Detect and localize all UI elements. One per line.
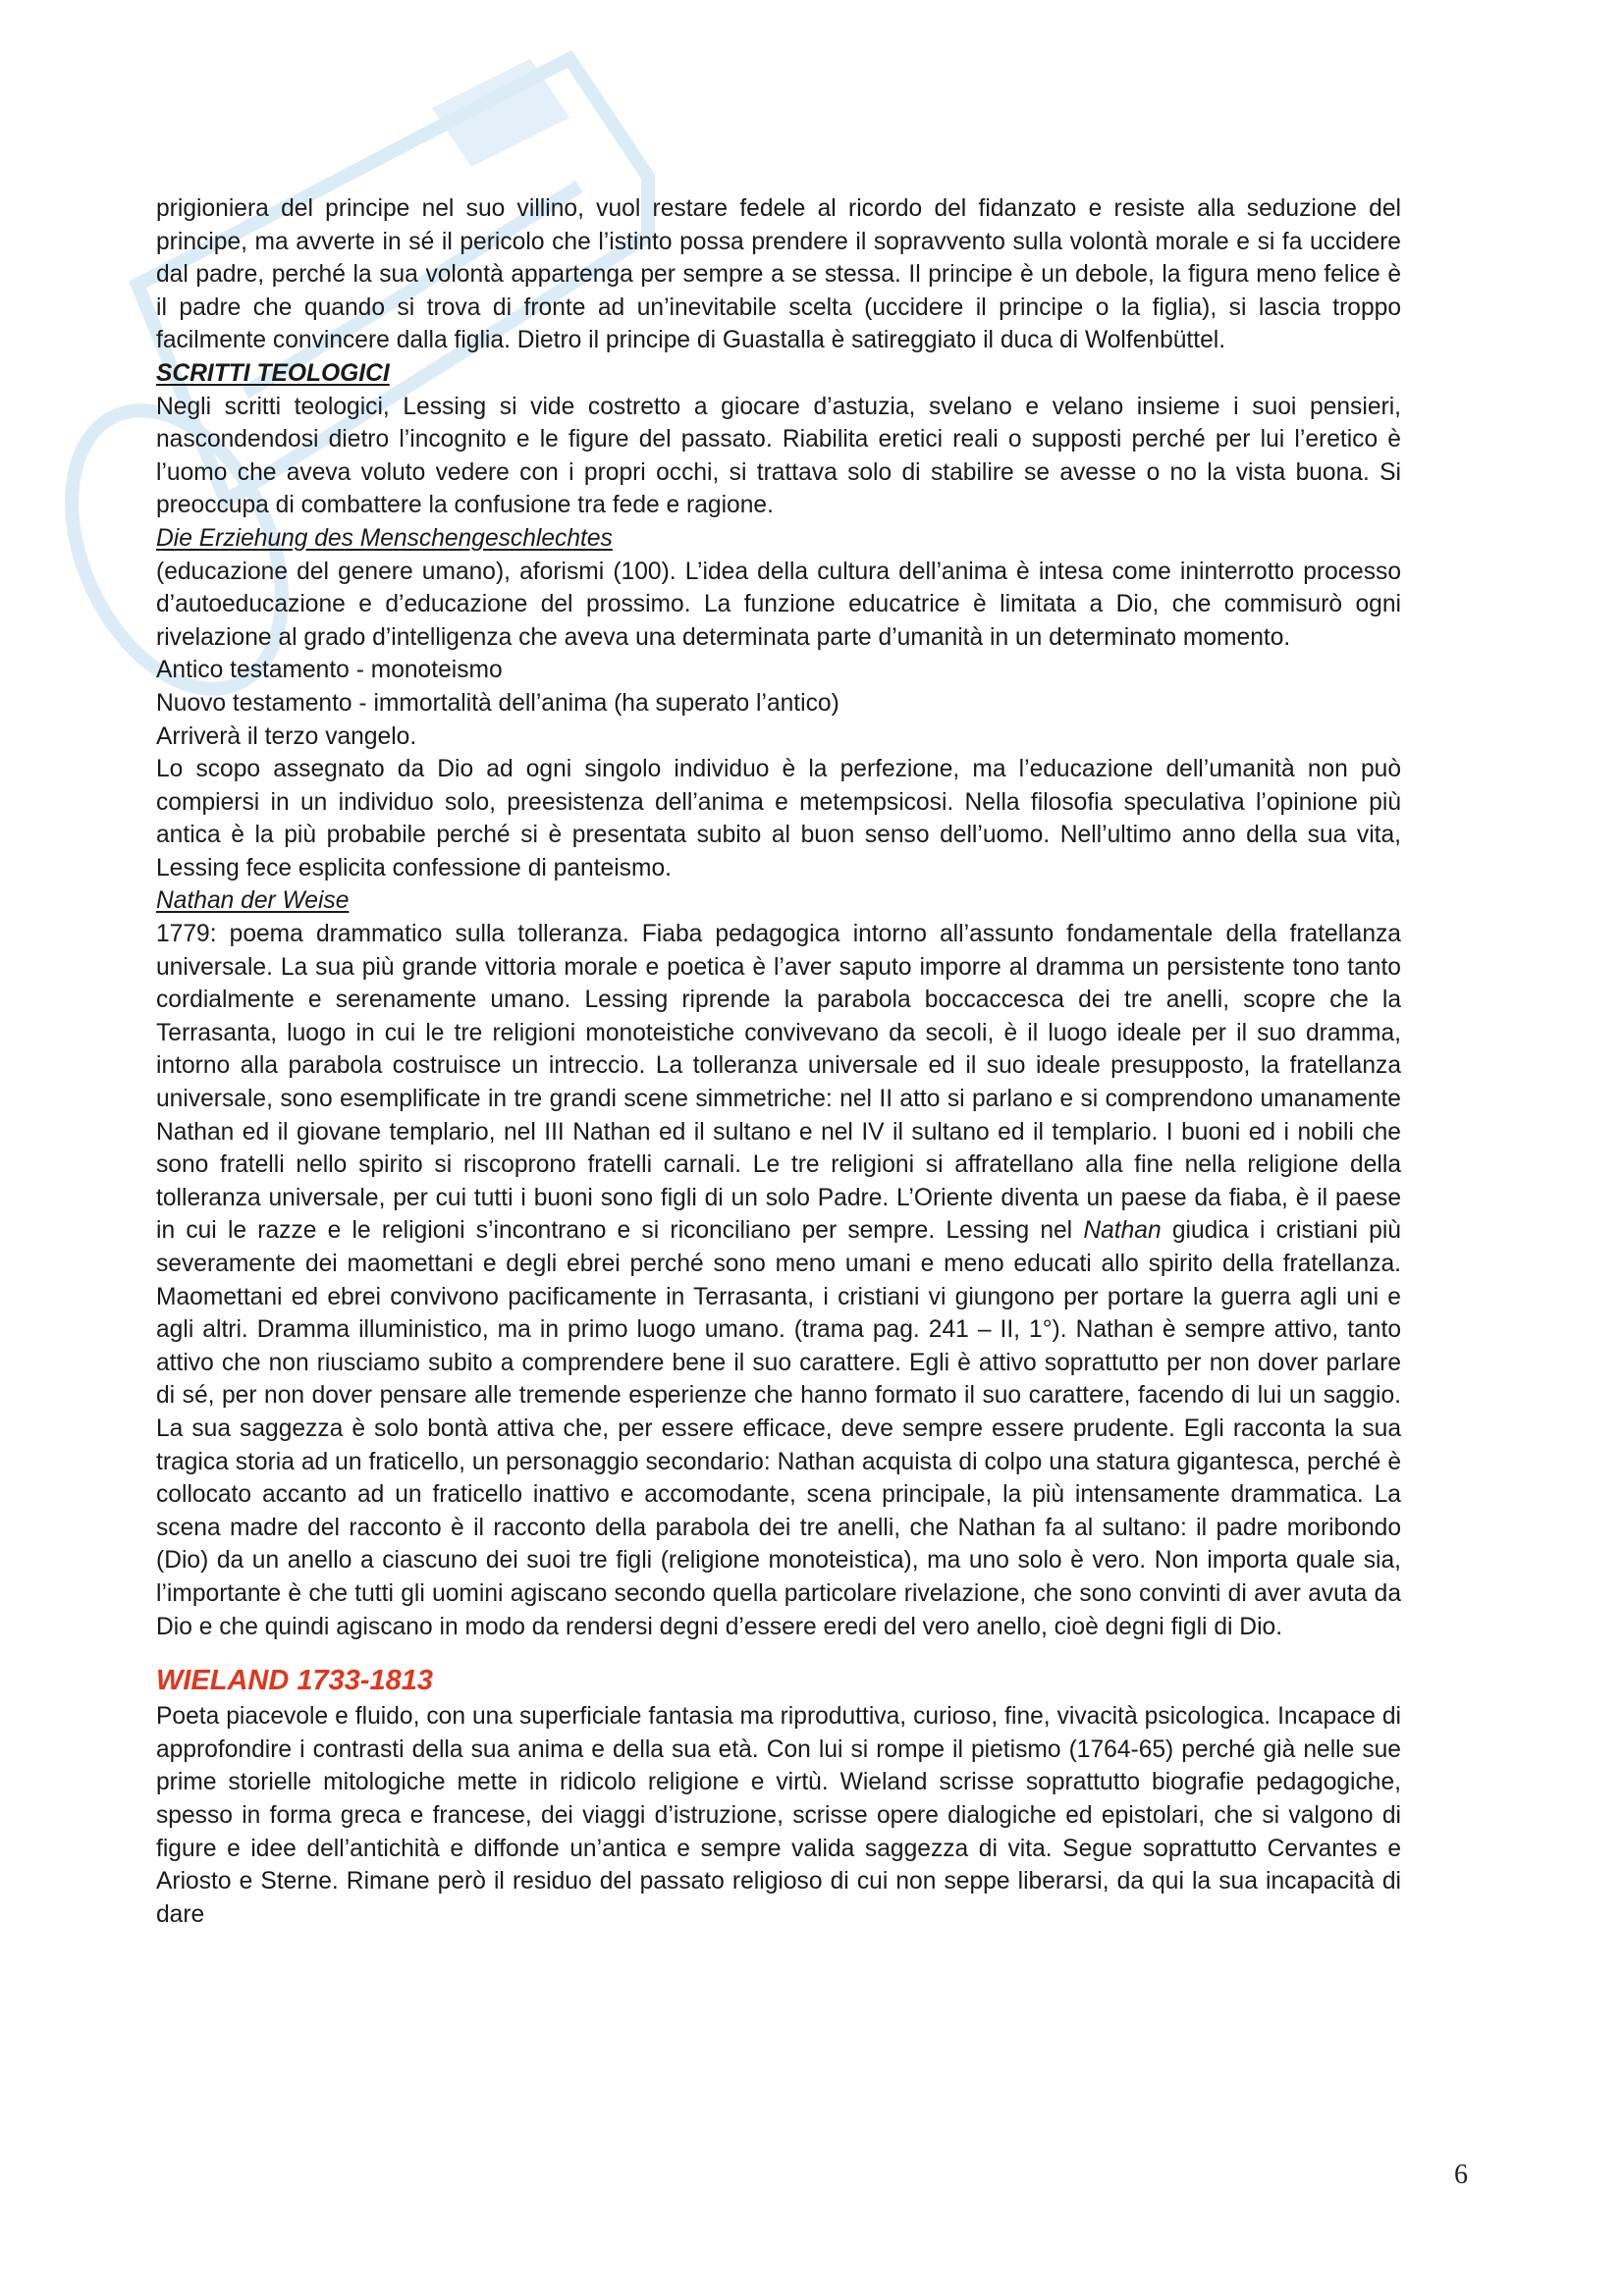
paragraph-nathan-part-a: 1779: poema drammatico sulla tolleranza. Fiaba pedagogica intorno all’assunto fondamentale della fratellanza universale. La sua più grande vittoria morale e poetica è l’aver saputo imporre al dramma un persistente tono tanto cordialmente e serenamente umano. Lessing riprende la parabola boccaccesca dei tre anelli, scopre che la Terrasanta, luogo in cui le tre religioni monoteistiche convivevano da secoli, è il luogo ideale per il suo dramma, intorno alla parabola costruisce un intreccio. La tolleranza universale ed il suo ideale presupposto, la fratellanza universale, sono esemplificate in tre grandi scene simmetriche: nel II atto si parlano e si comprendono umanamente Nathan ed il giovane templario, nel III Nathan ed il sultano e nel IV il sultano ed il templario. I buoni ed i nobili che sono fratelli nello spirito si riscoprono fratelli carnali. Le tre religioni si affratellano alla fine nella religione della tolleranza universale, per cui tutti i buoni sono figli di un solo Padre. L’Oriente diventa un paese da fiaba, è il paese in cui le razze e le religioni s’incontrano e si riconciliano per sempre. Lessing nel [156, 921, 1401, 1245]
section-heading-wieland: WIELAND 1733-1813 [156, 1665, 434, 1697]
paragraph-nathan [156, 918, 1401, 1643]
paragraph-scritti-teologici: Negli scritti teologici, Lessing si vide costretto a giocare d’astuzia, svelano e velano insieme i suoi pensieri, nascondendosi dietro l’incognito e le figure del passato. Riabilita eretici reali o supposti perché per lui l’eretico è l’uomo che aveva voluto vedere con i propri occhi, si trattava solo di stabilire se avesse o no la vista buona. Si preoccupa di combattere la confusione tra fede e ragione. [156, 393, 1401, 519]
paragraph-scopo: Lo scopo assegnato da Dio ad ogni singolo individuo è la perfezione, ma l’educazione dell’umanità non può compiersi in un individuo solo, preesistenza dell’anima e metempsicosi. Nella filosofia speculativa l’opinione più antica è la più probabile perché si è presentata subito al buon senso dell’uomo. Nell’ultimo anno della sua vita, Lessing fece esplicita confessione di panteismo. [156, 756, 1401, 881]
line-nuovo-testamento: Nuovo testamento - immortalità dell’anima (ha superato l’antico) [156, 689, 839, 717]
paragraph-erziehung: (educazione del genere umano), aforismi (100). L’idea della cultura dell’anima è intesa come ininterrotto processo d’autoeducazione e d’educazione del prossimo. La funzione educatrice è limitata a Dio, che commisurò ogni rivelazione al grado d’intelligenza che aveva una determinata parte d’umanità in un determinato momento. [156, 558, 1401, 651]
paragraph-wieland: Poeta piacevole e fluido, con una superficiale fantasia ma riproduttiva, curioso, fine, vivacità psicologica. Incapace di approfondire i contrasti della sua anima e della sua età. Con lui si rompe il pietismo (1764-65) perché già nelle sue prime storielle mitologiche mette in ridicolo religione e virtù. Wieland scrisse soprattutto biografie pedagogiche, spesso in forma greca e francese, dei viaggi d’istruzione, scrisse opere dialogiche ed epistolari, che si valgono di figure e idee dell’antichità e diffonde un’antica e sempre valida saggezza di vita. Segue soprattutto Cervantes e Ariosto e Sterne. Rimane però il residuo del passato religioso di cui non seppe liberarsi, da qui la sua incapacità di dare [156, 1703, 1401, 1928]
work-title-erziehung: Die Erziehung des Menschengeschlechtes [156, 524, 613, 552]
section-heading-scritti-teologici: SCRITTI TEOLOGICI [156, 359, 390, 387]
nathan-emphasis: Nathan [1083, 1217, 1162, 1245]
line-terzo-vangelo: Arriverà il terzo vangelo. [156, 722, 417, 750]
work-title-nathan: Nathan der Weise [156, 887, 350, 915]
document-body [156, 192, 1401, 1931]
page-number: 6 [1454, 2160, 1468, 2190]
paragraph-nathan-part-b: giudica i cristiani più severamente dei maomettani e degli ebrei perché sono meno umani e meno educati allo spirito della fratellanza. Maomettani ed ebrei convivono pacificamente in Terrasanta, i cristiani vi giungono per portare la guerra agli uni e agli altri. Dramma illuministico, ma in primo luogo umano. (trama pag. 241 – II, 1°). Nathan è sempre attivo, tanto attivo che non riusciamo subito a comprendere bene il suo carattere. Egli è attivo soprattutto per non dover parlare di sé, per non dover pensare alle tremende esperienze che hanno formato il suo carattere, facendo di lui un saggio. La sua saggezza è solo bontà attiva che, per essere efficace, deve sempre essere prudente. Egli racconta la sua tragica storia ad un fraticello, un personaggio secondario: Nathan acquista di colpo una statura gigantesca, perché è collocato accanto ad un fraticello inattivo e accomodante, scena principale, la più intensamente drammatica. La scena madre del racconto è il racconto della parabola dei tre anelli, che Nathan fa al sultano: il padre moribondo (Dio) da un anello a ciascuno dei suoi tre figli (religione monoteistica), ma uno solo è vero. Non importa quale sia, l’importante è che tutti gli uomini agiscano secondo quella particolare rivelazione, che sono convinti di aver avuta da Dio e che quindi agiscano in modo da rendersi degni d’essere eredi del vero anello, cioè degni figli di Dio. [156, 1217, 1401, 1640]
line-antico-testamento: Antico testamento - monoteismo [156, 657, 503, 684]
paragraph-intro: prigioniera del principe nel suo villino, vuol restare fedele al ricordo del fidanzato e resiste alla seduzione del principe, ma avverte in sé il pericolo che l’istinto possa prendere il sopravvento sulla volontà morale e si fa uccidere dal padre, perché la sua volontà appartenga per sempre a se stessa. Il principe è un debole, la figura meno felice è il padre che quando si trova di fronte ad un’inevitabile scelta (uccidere il principe o la figlia), si lascia troppo facilmente convincere dalla figlia. Dietro il principe di Guastalla è satireggiato il duca di Wolfenbüttel. [156, 195, 1401, 354]
